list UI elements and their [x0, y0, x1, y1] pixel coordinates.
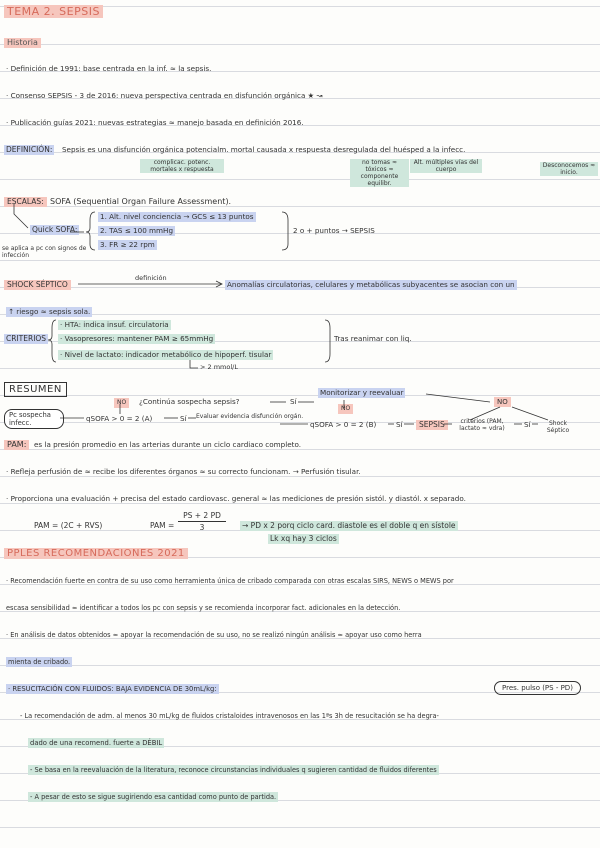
historia-item-3: · Publicación guías 2021: nuevas estrategias ≈ manejo basada en definición 2016.: [6, 118, 304, 127]
definicion-note-3: Alt. múltiples vías del cuerpo: [410, 159, 482, 173]
pres-pulso-note: Pres. pulso (PS - PD): [494, 681, 581, 695]
rec-1b: escasa sensibilidad ≈ identificar a todos los pc con sepsis y se recomienda incorporar fact. adicionales en la detección.: [6, 604, 401, 612]
pam-formula-denominator: 3: [199, 523, 205, 532]
flow-si-1: Sí: [180, 414, 187, 423]
rec-3: · RESUCITACIÓN CON FLUIDOS: BAJA EVIDENCIA DE 30mL/kg:: [8, 685, 217, 693]
quick-criterion-3: 3. FR ≥ 22 rpm: [100, 240, 155, 249]
flow-si-2: Sí: [290, 397, 297, 406]
flow-sepsis: SEPSIS: [416, 420, 448, 430]
rec-2b: mienta de cribado.: [8, 658, 71, 666]
escalas-label: ESCALAS:: [4, 197, 47, 207]
pam-formula-2-left: PAM =: [150, 521, 175, 530]
recomendaciones-heading: PPLES RECOMENDACIONES 2021: [4, 548, 188, 559]
definicion-label: DEFINICIÓN:: [6, 145, 53, 154]
flow-no-1: NO: [114, 398, 129, 408]
flow-si-3: Sí: [396, 420, 403, 429]
definicion-note-2: no tomas ≈ tóxicos ≈ componente equilibr.: [350, 159, 409, 187]
historia-item-1: · Definición de 1991: base centrada en la inf. ≈ la sepsis.: [6, 64, 212, 73]
flow-si-4: Sí: [524, 420, 531, 429]
definicion-note-4: Desconocemos ≈ inicio.: [540, 162, 598, 176]
quick-sofa-note: se aplica a pc con signos de infección: [2, 245, 87, 259]
pam-formula-note: → PD x 2 porq ciclo card. diastole es el doble q en sístole: [242, 521, 456, 530]
flow-qsofa: qSOFA > 0 = 2 (A): [86, 414, 153, 423]
rec-6: - A pesar de esto se sigue sugiriendo esa cantidad como punto de partida.: [30, 793, 277, 801]
flow-shock: Shock Séptico: [546, 420, 570, 434]
flow-sofa: qSOFA > 0 = 2 (B): [310, 420, 377, 429]
quick-sofa-result: 2 o + puntos → SEPSIS: [293, 226, 375, 235]
quick-criterion-2: 2. TAS ≤ 100 mmHg: [100, 226, 174, 235]
shock-text: Anomalías circulatorias, celulares y metabólicas subyacentes se asocian con un: [227, 280, 515, 289]
flow-criterios: criterios (PAM, lactato ≈ vdra): [459, 418, 505, 432]
flow-monitorizar: Monitorizar y reevaluar: [320, 388, 404, 397]
definicion-text: Sepsis es una disfunción orgánica potencialm. mortal causada x respuesta desregulada del huésped a la infecc.: [62, 145, 466, 154]
historia-heading: Historia: [4, 38, 41, 48]
escalas-sofa: SOFA (Sequential Organ Failure Assessment).: [50, 197, 232, 206]
pam-formula-1: PAM = (2C + RVS): [34, 521, 103, 530]
pam-bullet-2: · Proporciona una evaluación + precisa del estado cardiovasc. general ≈ las mediciones de presión sistól. y diastól. x separado.: [6, 494, 466, 503]
shock-def-label: definición: [135, 274, 167, 282]
shock-label: SHOCK SÉPTICO: [4, 280, 71, 290]
rec-5: - Se basa en la reevaluación de la literatura, reconoce circunstancias individuales q sugieren cantidad de fluidos diferentes: [30, 766, 437, 774]
rec-1a: · Recomendación fuerte en contra de su uso como herramienta única de cribado comparada con otras escalas SIRS, NEWS o MEWS por: [6, 577, 454, 585]
shock-result: Tras reanimar con liq.: [334, 334, 412, 343]
resumen-label: RESUMEN: [4, 382, 67, 397]
lactate-threshold: > 2 mmol/L: [200, 363, 238, 371]
historia-item-2: · Consenso SEPSIS - 3 de 2016: nueva perspectiva centrada en disfunción orgánica ★ ↝: [6, 91, 323, 100]
rec-2a: · En análisis de datos obtenidos ≈ apoyar la recomendación de su uso, no se realizó ningún análisis ≈ apoyar uso como herra: [6, 631, 422, 639]
rec-4a: - La recomendación de adm. al menos 30 mL/kg de fluidos cristaloides intravenosos en las 1ªs 3h de resucitación se ha degra-: [20, 712, 439, 720]
pam-bullet-1: · Refleja perfusión de ≈ recibe los diferentes órganos ≈ su correcto funcionam. → Perfusión tisular.: [6, 467, 361, 476]
flow-sospecha: Pc sospecha infecc.: [4, 409, 64, 429]
page-title: TEMA 2. SEPSIS: [4, 5, 103, 18]
definicion-note-1: complicac. potenc. mortales x respuesta: [140, 159, 224, 173]
flow-evaluar: Evaluar evidencia disfunción orgán.: [196, 413, 304, 420]
shock-criterion-1: · HTA: indica insuf. circulatoria: [60, 320, 169, 329]
shock-criterion-2: · Vasopresores: mantener PAM ≥ 65mmHg: [60, 334, 214, 343]
rec-4b: dado de una recomend. fuerte a DÉBIL: [30, 739, 163, 747]
shock-text-2: ↑ riesgo ≈ sepsis sola.: [8, 307, 91, 316]
pam-formula-numerator: PS + 2 PD: [178, 511, 226, 522]
flow-continua: ¿Continúa sospecha sepsis?: [139, 397, 240, 406]
pam-label: PAM:: [4, 440, 29, 450]
shock-criterion-3: · Nivel de lactato: indicador metabólico de hipoperf. tisular: [60, 350, 272, 359]
pam-formula-note-2: Lk xq hay 3 ciclos: [270, 534, 337, 543]
quick-sofa-label: Quick SOFA:: [32, 225, 78, 234]
quick-criterion-1: 1. Alt. nivel conciencia → GCS ≤ 13 puntos: [100, 212, 254, 221]
criterios-label: CRITERIOS: [6, 334, 47, 343]
flow-no-2: NO: [338, 404, 353, 414]
pam-def: es la presión promedio en las arterias durante un ciclo cardiaco completo.: [34, 440, 302, 449]
flow-no-3: NO: [494, 397, 511, 407]
